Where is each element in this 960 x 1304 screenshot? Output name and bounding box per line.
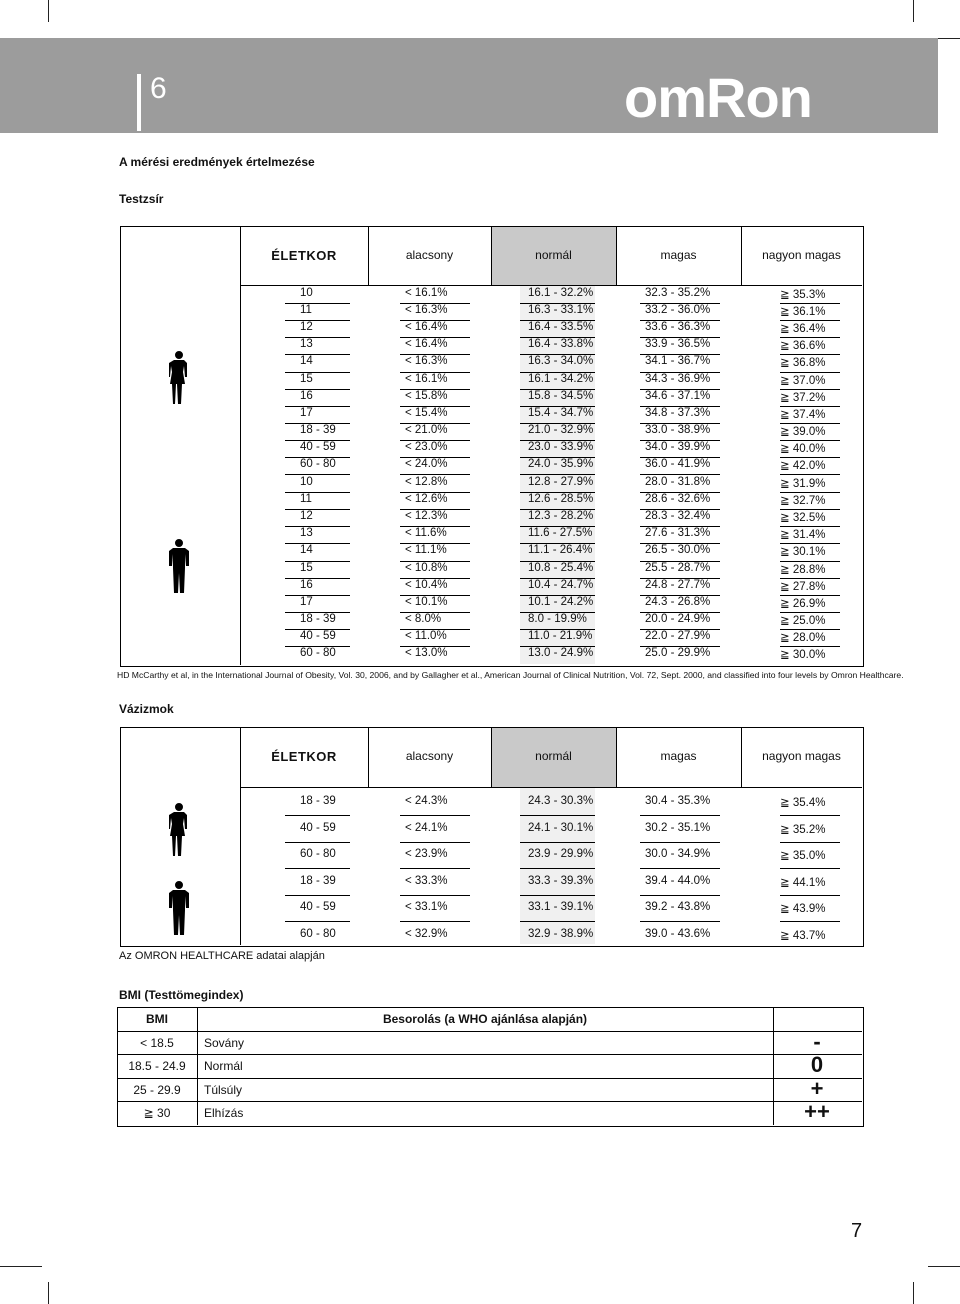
row-line <box>400 815 470 816</box>
muscle-row-high: 30.4 - 35.3% <box>645 795 711 807</box>
female-row-very-high: ≧ 42.0% <box>780 460 826 472</box>
male-row-high: 25.0 - 29.9% <box>645 647 711 659</box>
row-line <box>780 868 840 869</box>
row-line <box>285 406 350 407</box>
column-header-3: nagyon magas <box>762 247 841 262</box>
female-row-normal: 16.3 - 34.0% <box>528 355 594 368</box>
muscle-row-low: < 24.1% <box>405 821 448 834</box>
male-row-high: 28.0 - 31.8% <box>645 476 711 488</box>
column-header-1: normál <box>535 749 572 763</box>
row-line <box>285 561 350 562</box>
male-row-high: 27.6 - 31.3% <box>645 527 711 540</box>
female-row-normal: 15.8 - 34.5% <box>528 389 594 402</box>
bmi-symbol: - <box>813 1028 821 1054</box>
bmi-symbol: 0 <box>810 1052 824 1077</box>
row-line <box>640 895 720 896</box>
female-row-normal: 24.0 - 35.9% <box>528 458 594 470</box>
female-row-age: 18 - 39 <box>300 423 336 436</box>
row-line <box>780 895 840 896</box>
female-row-low: < 16.4% <box>405 338 448 351</box>
male-row-very-high: ≧ 31.9% <box>780 478 826 490</box>
muscle-row-age: 40 - 59 <box>300 821 336 834</box>
male-row-low: < 12.8% <box>405 476 448 488</box>
female-row-age: 12 <box>300 321 313 334</box>
female-row-normal: 16.4 - 33.5% <box>528 321 594 334</box>
male-row-high: 28.3 - 32.4% <box>645 510 711 523</box>
muscle-row-normal: 23.9 - 29.9% <box>528 848 594 860</box>
muscle-row-high: 39.4 - 44.0% <box>645 874 711 887</box>
crop-mark <box>928 1266 960 1267</box>
female-row-age: 15 <box>300 372 313 385</box>
female-row-normal: 16.4 - 33.8% <box>528 338 594 351</box>
female-row-high: 34.3 - 36.9% <box>645 372 711 385</box>
muscle-row-normal: 33.1 - 39.1% <box>528 901 594 913</box>
male-row-very-high: ≧ 32.5% <box>780 512 826 525</box>
female-row-normal: 16.1 - 32.2% <box>528 287 594 299</box>
crop-mark <box>0 1266 42 1267</box>
male-row-age: 10 <box>300 476 313 488</box>
muscle-row-high: 30.2 - 35.1% <box>645 821 711 834</box>
row-line <box>285 474 350 475</box>
female-row-very-high: ≧ 37.4% <box>780 408 826 421</box>
female-row-high: 34.0 - 39.9% <box>645 440 711 453</box>
male-row-low: < 11.6% <box>405 527 447 540</box>
male-row-age: 16 <box>300 578 313 591</box>
female-row-low: < 16.1% <box>405 372 448 385</box>
row-line <box>285 372 350 373</box>
row-line <box>520 842 595 843</box>
male-row-low: < 12.6% <box>405 493 448 506</box>
male-row-very-high: ≧ 25.0% <box>780 614 826 627</box>
row-line <box>285 921 350 922</box>
male-row-high: 20.0 - 24.9% <box>645 612 711 625</box>
muscle-row-very-high: ≧ 35.4% <box>780 797 826 809</box>
table-divider <box>240 727 241 945</box>
male-row-normal: 13.0 - 24.9% <box>528 647 594 659</box>
female-row-age: 17 <box>300 406 313 419</box>
male-row-age: 18 - 39 <box>300 612 336 625</box>
age-header: ÉLETKOR <box>271 247 337 263</box>
male-row-normal: 11.6 - 27.5% <box>528 527 593 540</box>
male-row-high: 25.5 - 28.7% <box>645 561 711 574</box>
female-figure-icon <box>168 350 190 406</box>
header-divider <box>137 74 141 131</box>
row-line <box>285 303 350 304</box>
muscle-row-age: 40 - 59 <box>300 901 336 913</box>
male-row-high: 24.3 - 26.8% <box>645 595 711 608</box>
muscle-row-low: < 33.3% <box>405 874 448 887</box>
muscle-row-low: < 24.3% <box>405 795 448 807</box>
row-line <box>285 895 350 896</box>
crop-mark <box>48 0 49 22</box>
male-row-normal: 10.4 - 24.7% <box>528 578 594 591</box>
bmi-label: Túlsúly <box>204 1082 243 1097</box>
female-row-high: 32.3 - 35.2% <box>645 287 711 299</box>
row-line <box>285 337 350 338</box>
male-row-high: 26.5 - 30.0% <box>645 544 711 557</box>
male-row-very-high: ≧ 28.8% <box>780 563 826 576</box>
row-line <box>285 578 350 579</box>
male-row-very-high: ≧ 27.8% <box>780 580 826 593</box>
bmi-row-line <box>117 1101 862 1102</box>
crop-mark <box>48 1282 49 1304</box>
female-row-very-high: ≧ 35.3% <box>780 289 826 301</box>
bmi-label: Elhízás <box>204 1106 244 1120</box>
page-number: 7 <box>851 1220 863 1242</box>
female-row-very-high: ≧ 39.0% <box>780 425 826 438</box>
female-row-normal: 15.4 - 34.7% <box>528 406 594 419</box>
row-line <box>780 842 840 843</box>
female-row-normal: 16.1 - 34.2% <box>528 372 594 385</box>
bmi-value: 18.5 - 24.9 <box>128 1059 186 1073</box>
reference-note: HD McCarthy et al, in the International Journal of Obesity, Vol. 30, 2006, and by Gallagher et al., American Journal of Clinical Nutrition, Vol. 72, Sept. 2000, and classified into four levels by Omron Healthcare. <box>117 670 904 680</box>
male-row-age: 12 <box>300 510 313 523</box>
muscle-row-low: < 23.9% <box>405 848 448 860</box>
female-row-low: < 15.4% <box>405 406 448 419</box>
male-row-age: 40 - 59 <box>300 629 336 642</box>
female-row-high: 34.6 - 37.1% <box>645 389 711 402</box>
bmi-heading: BMI (Testtömegindex) <box>119 988 244 1002</box>
male-row-age: 60 - 80 <box>300 647 336 659</box>
male-row-normal: 12.8 - 27.9% <box>528 476 594 488</box>
male-row-low: < 11.1% <box>405 544 447 557</box>
bmi-row-line <box>117 1078 862 1079</box>
muscle-row-age: 60 - 80 <box>300 927 336 940</box>
omron-logo: omRon <box>624 66 812 129</box>
page-title: A mérési eredmények értelmezése <box>119 155 315 169</box>
section-number: 6 <box>150 72 167 105</box>
male-row-normal: 12.6 - 28.5% <box>528 493 594 506</box>
muscle-row-age: 60 - 80 <box>300 848 336 860</box>
male-row-normal: 11.0 - 21.9% <box>528 629 593 642</box>
column-header-2: magas <box>660 749 697 763</box>
row-line <box>285 492 350 493</box>
female-row-normal: 21.0 - 32.9% <box>528 423 594 436</box>
muscle-row-age: 18 - 39 <box>300 874 336 887</box>
male-row-age: 15 <box>300 561 313 574</box>
bmi-row-line <box>117 1054 862 1055</box>
row-line <box>285 354 350 355</box>
female-row-very-high: ≧ 37.2% <box>780 391 826 404</box>
row-line <box>520 474 595 475</box>
female-row-normal: 23.0 - 33.9% <box>528 440 594 453</box>
row-line <box>520 868 595 869</box>
column-header-0: alacsony <box>405 247 454 262</box>
male-row-high: 24.8 - 27.7% <box>645 578 711 591</box>
row-line <box>520 895 595 896</box>
female-row-age: 13 <box>300 338 313 351</box>
female-row-low: < 15.8% <box>405 389 448 402</box>
row-line <box>640 815 720 816</box>
male-row-low: < 13.0% <box>405 647 448 659</box>
row-line <box>400 474 470 475</box>
muscle-row-normal: 24.1 - 30.1% <box>528 821 594 834</box>
male-row-very-high: ≧ 32.7% <box>780 495 826 508</box>
male-row-high: 28.6 - 32.6% <box>645 493 711 506</box>
female-row-high: 33.9 - 36.5% <box>645 338 711 351</box>
female-row-very-high: ≧ 36.6% <box>780 340 826 353</box>
female-row-low: < 16.1% <box>405 287 448 299</box>
bmi-value: 25 - 29.9 <box>133 1082 181 1097</box>
male-row-very-high: ≧ 28.0% <box>780 631 826 644</box>
female-row-low: < 16.3% <box>405 304 448 317</box>
female-row-high: 34.8 - 37.3% <box>645 406 711 419</box>
row-line <box>400 895 470 896</box>
male-row-low: < 10.8% <box>405 561 448 574</box>
female-row-age: 16 <box>300 389 313 402</box>
female-row-high: 33.0 - 38.9% <box>645 423 711 436</box>
table-border <box>120 226 864 667</box>
male-row-low: < 10.1% <box>405 595 448 608</box>
female-row-low: < 16.3% <box>405 355 448 368</box>
muscle-row-high: 30.0 - 34.9% <box>645 848 711 860</box>
row-line <box>285 595 350 596</box>
male-row-normal: 8.0 - 19.9% <box>528 612 587 625</box>
female-row-very-high: ≧ 36.4% <box>780 323 826 336</box>
bmi-divider <box>773 1007 774 1125</box>
column-header-2: magas <box>660 247 697 262</box>
muscle-row-very-high: ≧ 43.7% <box>780 929 826 942</box>
male-figure-icon <box>168 880 190 936</box>
column-header-0: alacsony <box>405 749 454 763</box>
female-row-very-high: ≧ 37.0% <box>780 374 826 387</box>
row-line <box>520 815 595 816</box>
male-row-high: 22.0 - 27.9% <box>645 629 711 642</box>
male-row-low: < 11.0% <box>405 629 447 642</box>
female-row-high: 33.2 - 36.0% <box>645 304 711 317</box>
age-header: ÉLETKOR <box>271 749 337 764</box>
muscle-row-age: 18 - 39 <box>300 795 336 807</box>
row-line <box>285 320 350 321</box>
bmi-value: ≧ 30 <box>143 1106 171 1120</box>
row-line <box>520 921 595 922</box>
male-row-normal: 10.1 - 24.2% <box>528 595 594 608</box>
male-figure-icon <box>168 538 190 594</box>
male-row-normal: 11.1 - 26.4% <box>528 544 593 557</box>
female-row-age: 40 - 59 <box>300 440 336 453</box>
female-row-age: 60 - 80 <box>300 458 336 470</box>
bmi-value: < 18.5 <box>140 1035 174 1050</box>
male-row-age: 14 <box>300 544 313 557</box>
row-line <box>640 868 720 869</box>
muscle-row-very-high: ≧ 44.1% <box>780 876 826 889</box>
female-row-very-high: ≧ 36.1% <box>780 306 826 319</box>
female-row-age: 14 <box>300 355 313 368</box>
female-row-age: 10 <box>300 287 313 299</box>
body-fat-heading: Testzsír <box>119 192 164 206</box>
crop-mark <box>913 0 914 22</box>
row-line <box>780 474 840 475</box>
column-header-3: nagyon magas <box>762 749 841 763</box>
muscle-row-normal: 24.3 - 30.3% <box>528 795 594 807</box>
row-line <box>285 389 350 390</box>
female-row-normal: 16.3 - 33.1% <box>528 304 594 317</box>
male-row-low: < 8.0% <box>405 612 442 625</box>
male-row-normal: 12.3 - 28.2% <box>528 510 594 523</box>
female-row-age: 11 <box>300 304 312 317</box>
bmi-symbol: ++ <box>804 1099 830 1124</box>
male-row-low: < 10.4% <box>405 578 448 591</box>
male-row-very-high: ≧ 31.4% <box>780 529 826 542</box>
row-line <box>285 526 350 527</box>
muscle-row-high: 39.2 - 43.8% <box>645 901 711 913</box>
muscle-row-normal: 33.3 - 39.3% <box>528 874 594 887</box>
female-figure-icon <box>168 802 190 858</box>
male-row-normal: 10.8 - 25.4% <box>528 561 594 574</box>
male-row-age: 17 <box>300 595 313 608</box>
row-line <box>400 842 470 843</box>
row-line <box>780 815 840 816</box>
classification-header: Besorolás (a WHO ajánlása alapján) <box>382 1012 588 1026</box>
row-line <box>285 509 350 510</box>
row-line <box>640 921 720 922</box>
female-row-high: 33.6 - 36.3% <box>645 321 711 334</box>
male-row-very-high: ≧ 30.0% <box>780 649 826 661</box>
female-row-high: 36.0 - 41.9% <box>645 458 711 470</box>
female-row-low: < 16.4% <box>405 321 448 334</box>
male-row-low: < 12.3% <box>405 510 448 523</box>
muscle-row-normal: 32.9 - 38.9% <box>528 927 594 940</box>
crop-mark <box>913 1282 914 1304</box>
female-row-very-high: ≧ 40.0% <box>780 442 826 455</box>
source-note: Az OMRON HEALTHCARE adatai alapján <box>119 950 325 962</box>
row-line <box>400 921 470 922</box>
muscle-row-high: 39.0 - 43.6% <box>645 927 711 940</box>
skeletal-muscle-heading: Vázizmok <box>119 702 174 716</box>
bmi-label: Normál <box>204 1059 243 1073</box>
bmi-header: BMI <box>146 1012 168 1026</box>
male-row-very-high: ≧ 30.1% <box>780 546 826 559</box>
male-row-age: 13 <box>300 527 313 540</box>
table-divider <box>240 226 241 665</box>
row-line <box>780 921 840 922</box>
female-row-low: < 23.0% <box>405 440 448 453</box>
row-line <box>640 474 720 475</box>
muscle-row-low: < 33.1% <box>405 901 448 913</box>
bmi-row-line <box>117 1031 862 1032</box>
muscle-row-very-high: ≧ 43.9% <box>780 903 826 915</box>
female-row-low: < 24.0% <box>405 458 448 470</box>
row-line <box>640 842 720 843</box>
female-row-low: < 21.0% <box>405 423 448 436</box>
female-row-high: 34.1 - 36.7% <box>645 355 711 368</box>
row-line <box>285 842 350 843</box>
muscle-row-very-high: ≧ 35.0% <box>780 850 826 862</box>
row-line <box>400 868 470 869</box>
muscle-row-very-high: ≧ 35.2% <box>780 823 826 836</box>
bmi-label: Sovány <box>204 1035 245 1050</box>
female-row-very-high: ≧ 36.8% <box>780 357 826 370</box>
male-row-very-high: ≧ 26.9% <box>780 597 826 610</box>
bmi-symbol: + <box>810 1075 824 1101</box>
row-line <box>285 543 350 544</box>
muscle-row-low: < 32.9% <box>405 927 448 940</box>
row-line <box>285 868 350 869</box>
column-header-1: normál <box>535 247 572 262</box>
male-row-age: 11 <box>300 493 312 506</box>
row-line <box>285 815 350 816</box>
